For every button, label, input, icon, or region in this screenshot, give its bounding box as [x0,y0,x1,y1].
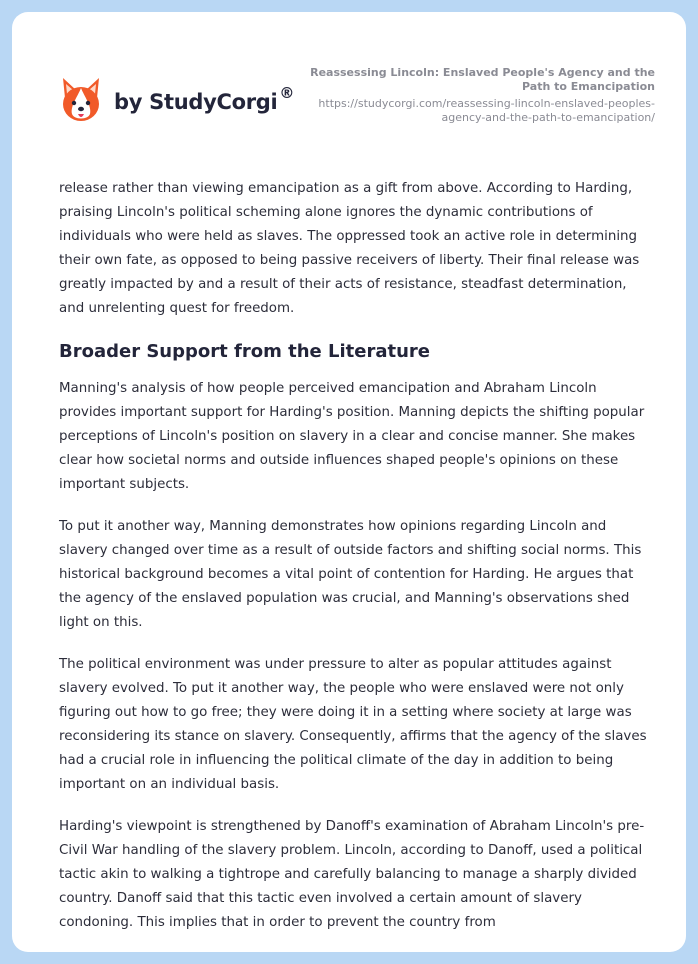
page-card [12,12,686,952]
paragraph: Manning's analysis of how people perceived emancipation and Abraham Lincoln provides important support for Harding's position. Manning depicts the shifting popular perceptions of Lincoln's position on slavery in a clear and concise manner. She makes clear how societal norms and outside influences shaped people's opinions on these important subjects. [59,381,645,492]
document-title: Reassessing Lincoln: Enslaved People's Agency and the Path to Emancipation [310,66,655,93]
paragraph: The political environment was under pressure to alter as popular attitudes against slavery evolved. To put it another way, the people who were enslaved were not only figuring out how to go free; they were doing it in a setting where society at large was reconsidering its stance on slavery. Consequently, affirms that the agency of the slaves had a crucial role in influencing the political climate of the day in addition to being important on an individual basis. [59,657,647,792]
page-header [12,12,686,152]
section-heading: Broader Support from the Literature [59,341,430,362]
document-meta [285,66,655,125]
registered-mark: ® [279,83,295,102]
studycorgi-logo[interactable] [60,76,294,124]
paragraph-intro: release rather than viewing emancipation as a gift from above. According to Harding, praising Lincoln's political scheming alone ignores the dynamic contributions of individuals who were held as slaves. The oppressed took an active role in determining their own fate, as opposed to being passive receivers of liberty. Their final release was greatly impacted by and a result of their acts of resistance, steadfast determination, and unrelenting quest for freedom. [59,181,640,316]
article-body [59,177,655,952]
corgi-icon [60,76,102,124]
document-url[interactable]: https://studycorgi.com/reassessing-lincoln-enslaved-peoples-agency-and-the-path-to-emancipation/ [318,97,655,124]
paragraph: Harding's viewpoint is strengthened by Danoff's examination of Abraham Lincoln's pre-Civil War handling of the slavery problem. Lincoln, according to Danoff, used a political tactic akin to walking a tightrope and carefully balancing to manage a sharply divided country. Danoff said that this tactic even involved a certain amount of slavery condoning. This implies that in order to prevent the country from [59,819,645,930]
paragraph: To put it another way, Manning demonstrates how opinions regarding Lincoln and slavery changed over time as a result of outside factors and shifting social norms. This historical background becomes a vital point of contention for Harding. He argues that the agency of the enslaved population was crucial, and Manning's observations shed light on this. [59,519,642,630]
brand-name: by StudyCorgi ® [114,83,295,114]
